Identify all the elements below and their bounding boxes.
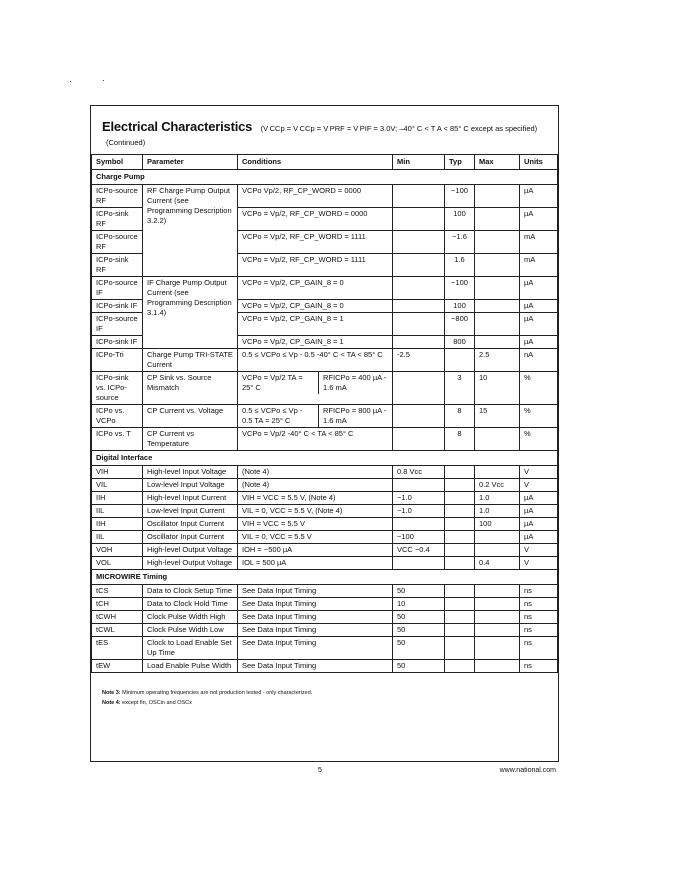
col-typ: Typ (445, 155, 475, 170)
typ: −100 (445, 185, 475, 208)
min: 0.8 Vcc (393, 466, 445, 479)
parameter: Charge Pump TRI-STATE Current (143, 349, 238, 372)
conditions: VCPo = Vp/2, RF_CP_WORD = 1111 (238, 231, 393, 254)
condition-a: 0.5 ≤ VCPo ≤ Vp - 0.5 TA = 25° C (238, 405, 319, 427)
symbol: ICPo-source IF (92, 277, 143, 300)
units: µA (520, 300, 558, 313)
continued-label: (Continued) (106, 138, 146, 147)
col-max: Max (475, 155, 520, 170)
note-3-text: Minimum operating frequencies are not production tested - only characterized. (122, 690, 313, 696)
table-row (92, 585, 558, 598)
symbol: VOH (92, 544, 143, 557)
min: −1.0 (393, 492, 445, 505)
units: V (520, 557, 558, 570)
max: 100 (475, 518, 520, 531)
section-row (92, 170, 558, 185)
max (475, 531, 520, 544)
min (393, 405, 445, 428)
min: 50 (393, 660, 445, 673)
typ (445, 492, 475, 505)
units: µA (520, 313, 558, 336)
table-row (92, 660, 558, 673)
symbol: ICPo-sink IF (92, 300, 143, 313)
typ (445, 611, 475, 624)
col-conditions: Conditions (238, 155, 393, 170)
typ (445, 598, 475, 611)
symbol: ICPo-sink IF (92, 336, 143, 349)
parameter: Oscillator Input Current (143, 531, 238, 544)
note-3 (102, 688, 312, 698)
units: µA (520, 531, 558, 544)
parameter: Data to Clock Setup Time (143, 585, 238, 598)
scan-dot (70, 81, 71, 82)
min: 50 (393, 585, 445, 598)
min: 50 (393, 611, 445, 624)
conditions: VIL = 0, VCC = 5.5 V, (Note 4) (238, 505, 393, 518)
table-row (92, 492, 558, 505)
parameter: Low-level Input Current (143, 505, 238, 518)
conditions: VCPo Vp/2, RF_CP_WORD = 0000 (238, 185, 393, 208)
max (475, 585, 520, 598)
note-4 (102, 698, 312, 708)
min (393, 185, 445, 208)
max: 1.0 (475, 492, 520, 505)
note-4-text: except fin, OSCin and OSCx (122, 700, 192, 706)
parameter: CP Current vs Temperature (143, 428, 238, 451)
symbol: ICPo-source RF (92, 185, 143, 208)
min (393, 208, 445, 231)
min (393, 231, 445, 254)
col-min: Min (393, 155, 445, 170)
symbol: ICPo vs. T (92, 428, 143, 451)
max (475, 660, 520, 673)
min (393, 300, 445, 313)
units: mA (520, 231, 558, 254)
parameter: Load Enable Pulse Width (143, 660, 238, 673)
section-charge-pump: Charge Pump (92, 170, 558, 185)
conditions: IOH = −500 µA (238, 544, 393, 557)
column-header-row (92, 155, 558, 170)
typ (445, 531, 475, 544)
parameter: High-level Output Voltage (143, 544, 238, 557)
table-header (102, 118, 552, 147)
units: µA (520, 505, 558, 518)
parameter: High-level Input Current (143, 492, 238, 505)
units: % (520, 405, 558, 428)
table-row (92, 598, 558, 611)
parameter: Data to Clock Hold Time (143, 598, 238, 611)
symbol: tCH (92, 598, 143, 611)
min: 10 (393, 598, 445, 611)
max (475, 466, 520, 479)
table-row (92, 277, 558, 300)
conditions: VCPo = Vp/2, RF_CP_WORD = 0000 (238, 208, 393, 231)
conditions (238, 372, 393, 405)
symbol: tEW (92, 660, 143, 673)
parameter: Oscillator Input Current (143, 518, 238, 531)
parameter: Low-level Input Voltage (143, 479, 238, 492)
symbol: IIH (92, 518, 143, 531)
symbol: ICPo-Tri (92, 349, 143, 372)
table-row (92, 637, 558, 660)
symbol: VIL (92, 479, 143, 492)
max (475, 637, 520, 660)
units: ns (520, 585, 558, 598)
typ (445, 660, 475, 673)
parameter: RF Charge Pump Output Current (see Programming Description 3.2.2) (143, 185, 238, 277)
parameter: Clock Pulse Width High (143, 611, 238, 624)
symbol: IIL (92, 531, 143, 544)
conditions: VCPo = Vp/2, CP_GAIN_8 = 0 (238, 277, 393, 300)
typ (445, 557, 475, 570)
units: V (520, 479, 558, 492)
min (393, 372, 445, 405)
max (475, 428, 520, 451)
symbol: ICPo-sink RF (92, 254, 143, 277)
parameter: CP Sink vs. Source Mismatch (143, 372, 238, 405)
conditions: VCPo = Vp/2, RF_CP_WORD = 1111 (238, 254, 393, 277)
max: 0.4 (475, 557, 520, 570)
typ (445, 466, 475, 479)
max (475, 300, 520, 313)
parameter: Clock Pulse Width Low (143, 624, 238, 637)
conditions: (Note 4) (238, 479, 393, 492)
typ: −1.6 (445, 231, 475, 254)
table-row (92, 349, 558, 372)
conditions: VCPo = Vp/2, CP_GAIN_8 = 1 (238, 313, 393, 336)
typ (445, 518, 475, 531)
min: -2.5 (393, 349, 445, 372)
symbol: ICPo-source RF (92, 231, 143, 254)
units: µA (520, 208, 558, 231)
conditions: See Data Input Timing (238, 598, 393, 611)
max (475, 231, 520, 254)
test-conditions: (V CCp = V CCp = V PRF = V PIF = 3.0V; –40° C < T A < 85° C except as specified) (260, 124, 538, 133)
min (393, 479, 445, 492)
typ: 3 (445, 372, 475, 405)
units: µA (520, 492, 558, 505)
scan-dot (103, 80, 104, 81)
min (393, 254, 445, 277)
units: ns (520, 660, 558, 673)
col-parameter: Parameter (143, 155, 238, 170)
units: ns (520, 598, 558, 611)
symbol: VOL (92, 557, 143, 570)
spec-table (91, 154, 558, 673)
conditions: See Data Input Timing (238, 624, 393, 637)
conditions: IOL = 500 µA (238, 557, 393, 570)
parameter: CP Current vs. Voltage (143, 405, 238, 428)
table-row (92, 185, 558, 208)
parameter: Clock to Load Enable Set Up Time (143, 637, 238, 660)
conditions: VCPo = Vp/2, CP_GAIN_8 = 1 (238, 336, 393, 349)
min: 50 (393, 624, 445, 637)
min: VCC −0.4 (393, 544, 445, 557)
symbol: tCWH (92, 611, 143, 624)
symbol: tCS (92, 585, 143, 598)
digital-interface-rows (92, 466, 558, 570)
conditions: See Data Input Timing (238, 611, 393, 624)
symbol: ICPo-source IF (92, 313, 143, 336)
units: µA (520, 336, 558, 349)
typ (445, 349, 475, 372)
typ: 800 (445, 336, 475, 349)
condition-b: RFICPo = 800 µA - 1.6 mA (323, 406, 387, 425)
min (393, 557, 445, 570)
typ (445, 624, 475, 637)
table-row (92, 544, 558, 557)
max: 10 (475, 372, 520, 405)
symbol: IIH (92, 492, 143, 505)
min (393, 428, 445, 451)
table-row (92, 372, 558, 405)
symbol: tES (92, 637, 143, 660)
parameter: High-level Input Voltage (143, 466, 238, 479)
symbol: ICPo vs. VCPo (92, 405, 143, 428)
conditions: See Data Input Timing (238, 637, 393, 660)
min (393, 336, 445, 349)
section-microwire-timing: MICROWIRE Timing (92, 570, 558, 585)
section-row (92, 451, 558, 466)
units: nA (520, 349, 558, 372)
min: −1.0 (393, 505, 445, 518)
col-units: Units (520, 155, 558, 170)
col-symbol: Symbol (92, 155, 143, 170)
max (475, 624, 520, 637)
microwire-rows (92, 585, 558, 673)
typ: −100 (445, 277, 475, 300)
max (475, 254, 520, 277)
page-number: 5 (318, 767, 322, 774)
table-row (92, 518, 558, 531)
typ: 8 (445, 405, 475, 428)
table-row (92, 505, 558, 518)
conditions: See Data Input Timing (238, 660, 393, 673)
table-row (92, 479, 558, 492)
table-row (92, 428, 558, 451)
conditions: VIL = 0, VCC = 5.5 V (238, 531, 393, 544)
units: ns (520, 624, 558, 637)
table-row (92, 405, 558, 428)
typ (445, 544, 475, 557)
condition-a: VCPo = Vp/2 TA = 25° C (238, 372, 319, 394)
table-row (92, 611, 558, 624)
typ (445, 505, 475, 518)
table-row (92, 624, 558, 637)
conditions: (Note 4) (238, 466, 393, 479)
footer-rule (90, 761, 558, 762)
units: % (520, 372, 558, 405)
notes (102, 688, 312, 708)
section-digital-interface: Digital Interface (92, 451, 558, 466)
max (475, 208, 520, 231)
split-conditions (238, 405, 392, 427)
symbol: ICPo-sink RF (92, 208, 143, 231)
conditions: VCPo = Vp/2, CP_GAIN_8 = 0 (238, 300, 393, 313)
typ (445, 585, 475, 598)
units: µA (520, 277, 558, 300)
table-row (92, 531, 558, 544)
units: V (520, 466, 558, 479)
parameter: IF Charge Pump Output Current (see Programming Description 3.1.4) (143, 277, 238, 349)
max: 2.5 (475, 349, 520, 372)
table-row (92, 557, 558, 570)
max (475, 544, 520, 557)
split-conditions (238, 372, 392, 394)
max (475, 611, 520, 624)
units: µA (520, 185, 558, 208)
condition-b: RFICPo = 400 µA - 1.6 mA (323, 373, 387, 392)
symbol: ICPo-sink vs. ICPo-source (92, 372, 143, 405)
units: % (520, 428, 558, 451)
website-link[interactable]: www.national.com (499, 767, 556, 774)
units: µA (520, 518, 558, 531)
max (475, 185, 520, 208)
max (475, 313, 520, 336)
symbol: IIL (92, 505, 143, 518)
max (475, 336, 520, 349)
typ (445, 479, 475, 492)
symbol: VIH (92, 466, 143, 479)
min: −100 (393, 531, 445, 544)
max: 15 (475, 405, 520, 428)
typ (445, 637, 475, 660)
units: V (520, 544, 558, 557)
max (475, 277, 520, 300)
units: mA (520, 254, 558, 277)
typ: −800 (445, 313, 475, 336)
max (475, 598, 520, 611)
typ: 100 (445, 300, 475, 313)
note-4-label: Note 4: (102, 700, 121, 706)
conditions: VCPo = Vp/2 -40° C < TA < 85° C (238, 428, 393, 451)
page-title: Electrical Characteristics (102, 119, 253, 134)
units: ns (520, 611, 558, 624)
max: 0.2 Vcc (475, 479, 520, 492)
typ: 1.6 (445, 254, 475, 277)
min (393, 313, 445, 336)
typ: 100 (445, 208, 475, 231)
symbol: tCWL (92, 624, 143, 637)
min (393, 277, 445, 300)
typ: 8 (445, 428, 475, 451)
units: ns (520, 637, 558, 660)
max: 1.0 (475, 505, 520, 518)
conditions: VIH = VCC = 5.5 V, (Note 4) (238, 492, 393, 505)
min (393, 518, 445, 531)
parameter: High-level Output Voltage (143, 557, 238, 570)
conditions: See Data Input Timing (238, 585, 393, 598)
conditions (238, 405, 393, 428)
min: 50 (393, 637, 445, 660)
table-row (92, 466, 558, 479)
conditions: VIH = VCC = 5.5 V (238, 518, 393, 531)
section-row (92, 570, 558, 585)
conditions: 0.5 ≤ VCPo ≤ Vp - 0.5 -40° C < TA < 85° C (238, 349, 393, 372)
note-3-label: Note 3: (102, 690, 121, 696)
